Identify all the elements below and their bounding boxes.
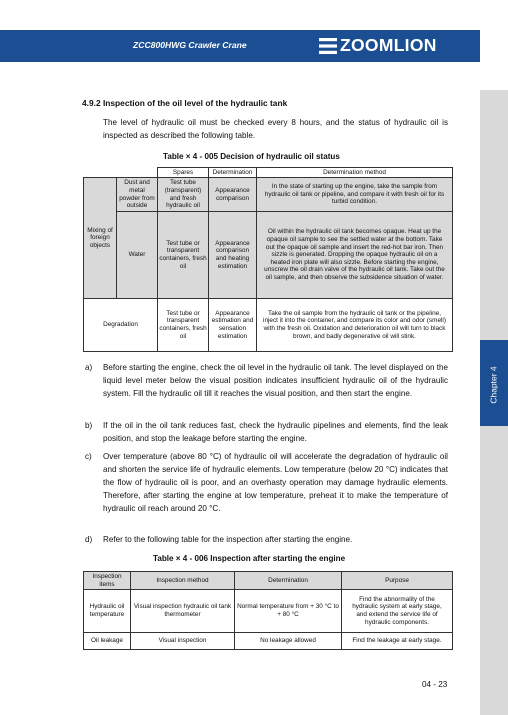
method-cell: Visual inspection hydraulic oil tank thermometer: [131, 590, 235, 633]
side-tab-strip-lower: [480, 426, 508, 715]
list-item: [85, 361, 448, 400]
item-cell: Dust and metal powder from outside: [117, 178, 158, 212]
list-text: Over temperature (above 80 °C) of hydraulic oil will accelerate the degradation of hydraulic oil and shorten the service life of hydraulic elements. Low temperature (below 20 °C) indicates that the flow of hydraulic oil is poor, and an overhasty operation may damage hydraulic elements. Therefore, after starting the engine at low temperature, preheat it to make the temperature of hydraulic oil reach around 20 °C.: [103, 452, 448, 513]
list-text: If the oil in the oil tank reduces fast, check the hydraulic pipelines and elements, find the leak position, and stop the leakage before starting the engine.: [103, 421, 448, 443]
col-header-purpose: Purpose: [342, 572, 453, 590]
group-label-cell: Mixing of foreign objects: [84, 178, 117, 299]
table1-caption: Table × 4 - 005 Decision of hydraulic oil status: [163, 152, 340, 161]
list-marker: a): [85, 363, 93, 372]
table2-caption: Table × 4 - 006 Inspection after starting the engine: [153, 554, 346, 563]
purpose-cell: Find the leakage at early stage.: [342, 633, 453, 650]
col-header-spares: Spares: [158, 168, 209, 178]
table-header-row: [84, 168, 453, 178]
method-cell: In the state of starting up the engine, take the sample from hydraulic oil tank or pipeline, and compare it with fresh oil for its turbid condition.: [257, 178, 453, 212]
section-title: 4.9.2 Inspection of the oil level of the hydraulic tank: [82, 98, 288, 108]
determination-cell: Appearance estimation and sensation estimation: [209, 299, 257, 352]
table-header-row: [84, 572, 453, 590]
col-header-determination: Determination: [209, 168, 257, 178]
table-row: [84, 212, 453, 299]
inspection-table: [83, 571, 453, 650]
determination-cell: Normal temperature from + 30 °C to + 80 °C: [235, 590, 342, 633]
col-header-method: Determination method: [257, 168, 453, 178]
table-row: [84, 590, 453, 633]
intro-paragraph: The level of hydraulic oil must be checked every 8 hours, and the status of hydraulic oil is inspected as described the following table.: [103, 118, 448, 140]
col-header-determination: Determination: [235, 572, 342, 590]
oil-status-table: [83, 167, 453, 352]
item-cell: Degradation: [84, 299, 158, 352]
method-cell: Take the oil sample from the hydraulic oil tank or the pipeline, inject it into the container, and compare its color and odor (smell) with the fresh oil. Oxidation and deterioration oil will turn to black brown, and badly degenerative oil will stink.: [257, 299, 453, 352]
chapter-tab-label: Chapter 4: [489, 366, 499, 404]
side-tab-strip: [480, 90, 508, 340]
list-marker: b): [85, 421, 93, 430]
zoomlion-mark-icon: [318, 36, 338, 56]
items-cell: Oil leakage: [84, 633, 131, 650]
header-title: ZCC800HWG Crawler Crane: [133, 40, 247, 50]
determination-cell: No leakage allowed: [235, 633, 342, 650]
list-text: Before starting the engine, check the oil level in the hydraulic oil tank. The level displayed on the liquid level meter below the visual position indicates insufficient hydraulic oil of the hydraulic system. Fill the hydraulic oil till it reaches the visual position, and then start the engine.: [103, 363, 448, 398]
brand-logo: [318, 35, 478, 57]
page-number: 04 - 23: [422, 680, 448, 689]
list-text: Refer to the following table for the inspection after starting the engine.: [103, 535, 353, 544]
spares-cell: Test tube (transparent) and fresh hydraulic oil: [158, 178, 209, 212]
list-marker: d): [85, 535, 93, 544]
table-row: [84, 633, 453, 650]
table-row: [84, 178, 453, 212]
spares-cell: Test tube or transparent containers, fresh oil: [158, 299, 209, 352]
list-item: [85, 450, 448, 515]
items-cell: Hydraulic oil temperature: [84, 590, 131, 633]
spares-cell: Test tube or transparent containers, fresh oil: [158, 212, 209, 299]
brand-wordmark: ZOOMLION: [340, 35, 437, 55]
determination-cell: Appearance comparison: [209, 178, 257, 212]
purpose-cell: Find the abnormality of the hydraulic system at early stage, and extend the service life of hydraulic components.: [342, 590, 453, 633]
col-header-items: Inspection items: [84, 572, 131, 590]
list-item: [85, 419, 448, 445]
table-row: [84, 299, 453, 352]
list-marker: c): [85, 452, 92, 461]
list-item: [85, 533, 448, 546]
col-header-method: Inspection method: [131, 572, 235, 590]
method-cell: Oil within the hydraulic oil tank becomes opaque. Heat up the opaque oil sample to see the settled water at the bottom. Take out the opaque oil sample and insert the red-hot bar iron. Then sizzle is generated. Dropping the opaque hydraulic oil on a heated iron plate will also sizzle. Before starting the engine, unscrew the oil drain valve of the hydraulic oil tank. Take out the oil sample, and then observe the subsidence situation of water.: [257, 212, 453, 299]
determination-cell: Appearance comparison and heating estimation: [209, 212, 257, 299]
item-cell: Water: [117, 212, 158, 299]
method-cell: Visual inspection: [131, 633, 235, 650]
